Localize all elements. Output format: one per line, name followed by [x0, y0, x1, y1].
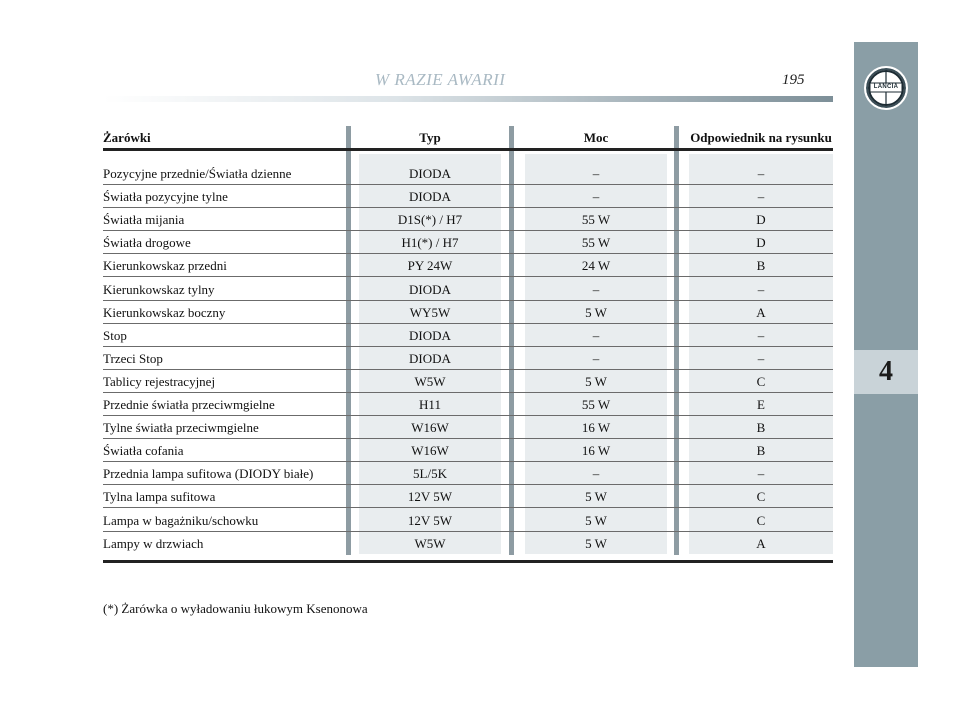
bulb-name-cell: Przednia lampa sufitowa (DIODY białe) [103, 466, 314, 482]
bulb-reference-cell: – [757, 189, 765, 205]
chapter-number: 4 [879, 356, 893, 387]
bulb-power-cell: – [592, 166, 600, 181]
table-row [103, 370, 833, 393]
bulb-reference-cell: – [757, 166, 765, 181]
bulb-power-cell: 5 W [585, 489, 607, 505]
bulb-name-cell: Kierunkowskaz boczny [103, 304, 226, 320]
bulb-power-cell: 55 W [581, 397, 611, 412]
bulb-reference-cell: – [757, 281, 765, 297]
table-row [103, 439, 833, 462]
bulb-power-cell: 24 W [581, 258, 611, 274]
bulb-power-cell: – [592, 327, 600, 343]
table-row [103, 532, 833, 555]
table-row [103, 485, 833, 508]
table-row [103, 254, 833, 277]
bulb-type-cell: WY5W [409, 304, 451, 320]
bulb-name-cell: Kierunkowskaz przedni [103, 258, 227, 274]
bulb-type-cell: W16W [411, 420, 449, 436]
bulb-type-cell: 5L/5K [413, 466, 447, 482]
bulb-name-cell: Stop [103, 327, 127, 343]
bulb-type-cell: DIODA [409, 350, 451, 366]
page-header-title: W RAZIE AWARII [375, 70, 506, 89]
bulb-name-cell: Światła drogowe [103, 235, 191, 251]
bulb-name-cell: Lampa w bagażniku/schowku [103, 512, 259, 528]
header-power: Moc [583, 130, 609, 145]
bulb-power-cell: 55 W [581, 212, 611, 228]
bulb-reference-cell: C [756, 512, 766, 528]
bulb-power-cell: 5 W [585, 373, 607, 389]
bulb-name-cell: Tylna lampa sufitowa [103, 489, 216, 505]
bulb-type-cell: 12V 5W [407, 512, 453, 528]
footnote: (*) Żarówka o wyładowaniu łukowym Ksenonowa [103, 601, 368, 616]
bulb-name-cell: Tylne światła przeciwmgielne [103, 420, 259, 436]
header-reference: Odpowiednik na rysunku [690, 130, 832, 145]
table-top-rule [103, 148, 833, 151]
table-bottom-rule [103, 560, 833, 563]
bulb-power-cell: 16 W [581, 420, 611, 436]
bulb-type-cell: DIODA [409, 189, 451, 205]
table-row [103, 278, 833, 301]
bulb-type-cell: H11 [419, 397, 441, 412]
header-type: Typ [419, 130, 441, 145]
bulb-type-cell: DIODA [409, 327, 451, 343]
bulb-reference-cell: – [757, 327, 765, 343]
header-rule [103, 96, 833, 102]
bulb-name-cell: Tablicy rejestracyjnej [103, 373, 216, 389]
table-row [103, 185, 833, 208]
bulb-power-cell: 16 W [581, 443, 611, 459]
bulb-type-cell: PY 24W [407, 258, 453, 274]
bulb-power-cell: – [592, 281, 600, 297]
bulb-power-cell: – [592, 466, 600, 482]
bulb-name-cell: Światła pozycyjne tylne [103, 189, 228, 205]
bulb-name-cell: Przednie światła przeciwmgielne [103, 397, 275, 412]
table-row [103, 393, 833, 416]
table-row [103, 416, 833, 439]
bulb-type-cell: H1(*) / H7 [401, 235, 459, 251]
table-row [103, 347, 833, 370]
bulb-reference-cell: B [756, 443, 766, 459]
bulb-type-cell: DIODA [409, 281, 451, 297]
table-row [103, 462, 833, 485]
table-row [103, 162, 833, 185]
bulb-reference-cell: – [757, 466, 765, 482]
bulb-name-cell: Trzeci Stop [103, 350, 163, 366]
chapter-tab[interactable] [854, 350, 918, 394]
bulb-reference-cell: D [756, 212, 766, 228]
bulb-type-cell: W16W [411, 443, 449, 459]
bulb-power-cell: 5 W [585, 304, 607, 320]
bulb-type-cell: 12V 5W [407, 489, 453, 505]
bulb-reference-cell: B [756, 258, 766, 274]
table-row [103, 208, 833, 231]
bulb-type-cell: W5W [414, 373, 446, 389]
bulb-power-cell: – [592, 189, 600, 205]
bulb-reference-cell: C [756, 373, 766, 389]
bulb-type-cell: D1S(*) / H7 [397, 212, 463, 228]
lancia-logo [864, 66, 908, 110]
bulb-type-cell: W5W [414, 535, 446, 551]
bulb-name-cell: Pozycyjne przednie/Światła dzienne [103, 166, 292, 181]
bulb-name-cell: Światła cofania [103, 443, 184, 459]
bulb-name-cell: Światła mijania [103, 212, 185, 228]
bulb-reference-cell: A [756, 304, 766, 320]
bulb-reference-cell: – [757, 350, 765, 366]
table-row [103, 301, 833, 324]
logo-text: LANCIA [873, 84, 899, 90]
bulb-power-cell: 5 W [585, 535, 607, 551]
bulb-name-cell: Lampy w drzwiach [103, 535, 204, 551]
bulb-type-cell: DIODA [409, 166, 451, 181]
table-row [103, 324, 833, 347]
bulb-reference-cell: E [757, 397, 765, 412]
table-row [103, 231, 833, 254]
bulb-reference-cell: C [756, 489, 766, 505]
bulb-power-cell: 5 W [585, 512, 607, 528]
header-bulbs: Żarówki [103, 130, 151, 145]
bulb-reference-cell: D [756, 235, 766, 251]
page-number: 195 [782, 72, 805, 88]
table-row [103, 509, 833, 532]
bulb-reference-cell: A [756, 535, 766, 551]
bulb-reference-cell: B [756, 420, 766, 436]
bulb-power-cell: – [592, 350, 600, 366]
bulb-power-cell: 55 W [581, 235, 611, 251]
bulb-name-cell: Kierunkowskaz tylny [103, 281, 215, 297]
